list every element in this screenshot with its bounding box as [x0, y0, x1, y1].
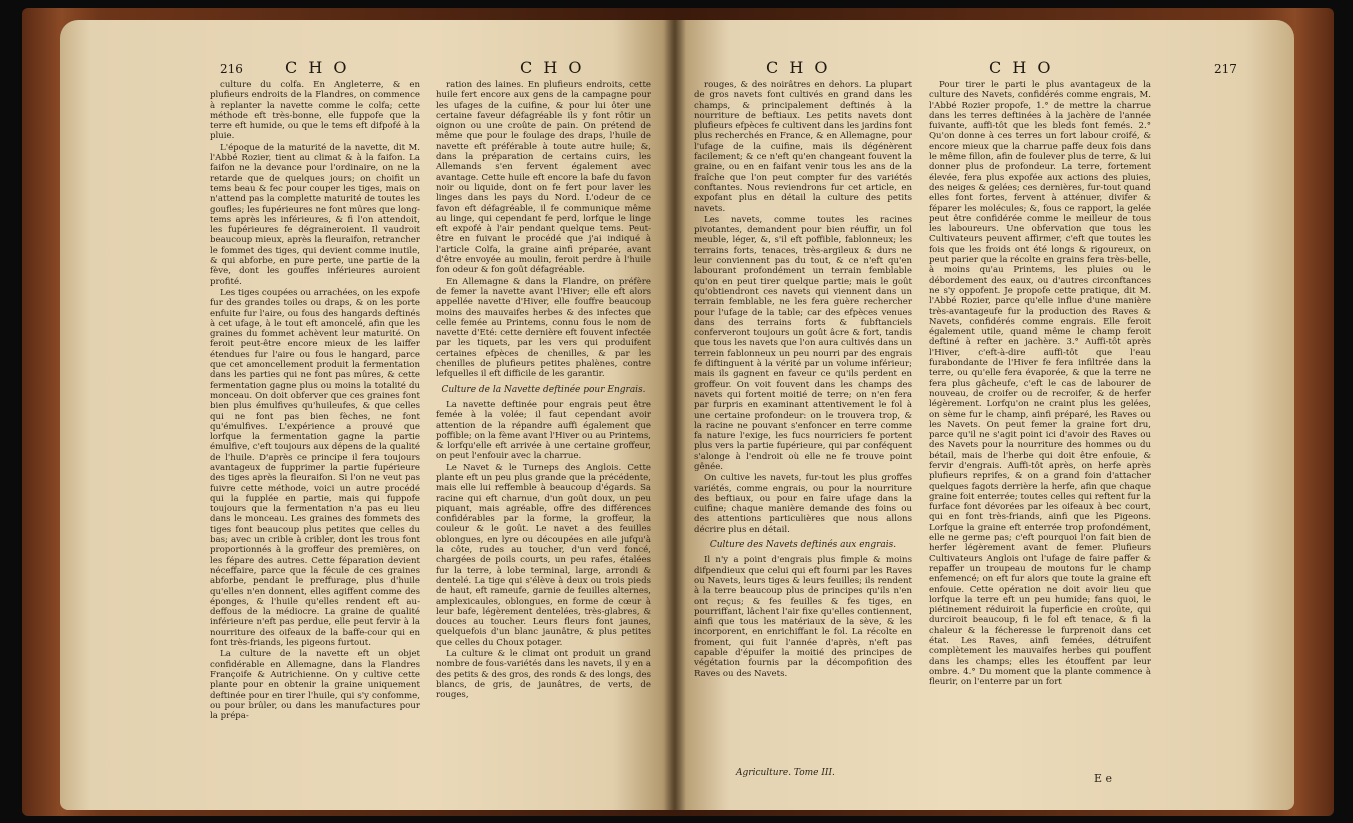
right-page — [674, 20, 1294, 810]
book-gutter — [664, 20, 686, 810]
page-number-right: 217 — [1214, 62, 1237, 76]
section-title: Culture des Navets deftinés aux engrais. — [709, 540, 897, 551]
left-column-2 — [436, 80, 651, 702]
right-column-2 — [929, 80, 1151, 689]
page-number-left: 216 — [220, 62, 243, 76]
paragraph: Les navets, comme toutes les racines pivotantes, demandent pour bien réuffir, un fol meuble, léger, &, s'il eft poffible, fablonneux; les terrains forts, tenaces, très-argileux & durs ne leur conviennent pas du tout, & ce n'eft qu'en labourant profondément un terrain femblable qu'on en peut tirer quelque partie; mais le goût qu'obtiendront ces navets qui viennent dans un terrain femblable, ne les fera guère rechercher pour l'ufage de la table; car des efpèces venues dans des terrains forts & fubftanciels conferveront toujours un goût âcre & fort, tandis que tous les navets que l'on aura cultivés dans un terrein fablonneux un peu nourri par des engrais fe diftinguent à la vérité par un volume inférieur; mais ils gagnent en faveur ce qu'ils perdent en groffeur. On voit fouvent dans les champs des navets qui fortent moitié de terre; on n'en fera par furpris en examinant attentivement le fol à une certaine profondeur: on le trouvera trop, & la racine ne pouvant s'enfoncer en terre comme fa nature l'exige, les fucs nourriciers fe portent plus vers la partie fupérieure, qui par conféquent s'alonge à l'endroit où elle ne fe trouve point gênée. — [694, 214, 912, 472]
running-head-right-col2: C H O — [989, 58, 1054, 77]
running-head-left-col1: C H O — [285, 58, 350, 77]
paragraph: En Allemagne & dans la Flandre, on préfère de femer la navette avant l'Hiver; elle eft alors appellée navette d'Hiver, elle fouffre beaucoup moins des mauvaifes herbes & des infectes que celle femée au Printems, connu fous le nom de navette d'Eté: cette dernière eft fouvent infectée par les tiquets, par les vers qui produifent certaines efpèces de chenilles, & par les chenilles de plufieurs petites phalènes, contre lefquelles il eft difficile de les garantir. — [436, 276, 651, 380]
paragraph: Il n'y a point d'engrais plus fimple & moins difpendieux que celui qui eft fourni par les Raves ou Navets, leurs tiges & leurs feuilles; ils rendent à la terre beaucoup plus de principes qu'ils n'en ont reçus; & fes feuilles & fes tiges, en pourriffant, lâchent l'air fixe qu'elles contiennent, ainfi que tous les matériaux de la sève, & les incorporent, en enrichiffant le fol. La récolte en froment, qui fuit l'année d'après, n'eft pas capable d'épuifer la moitié des principes de végétation fournis par la décompofition des Raves ou des Navets. — [694, 555, 912, 679]
paragraph: Pour tirer le parti le plus avantageux de la culture des Navets, confidérés comme engrais, M. l'Abbé Rozier propofe, 1.° de mettre la charrue dans les terres deftinées à la jachère de l'année fuivante, auffi-tôt que les bleds font femés. 2.° Qu'on donne à ces terres un fort labour croifé, & encore mieux que la charrue paffe deux fois dans le même fillon, afin de foulever plus de terre, & lui donner plus de profondeur. La terre, fortement élevée, fera plus expofée aux actions des pluies, des neiges & gelées; ces dernières, fur-tout quand elles font fortes, fervent à atténuer, divifer & féparer les molécules; &, fous ce rapport, la gelée peut être confidérée comme le meilleur de tous les laboureurs. Une obfervation que tous les Cultivateurs peuvent affirmer, c'eft que toutes les fois que les froids ont été longs & rigoureux, on peut parier que la récolte en grains fera très-belle, à moins qu'au Printems, les pluies ou le débordement des eaux, ou d'autres circonftances ne s'y oppofent. Je propofe cette pratique, dit M. l'Abbé Rozier, parce qu'elle influe d'une manière très-avantageufe fur la production des Raves & Navets, confidérés comme engrais. Elle feroit également utile, quand même le champ feroit deftiné à refter en jachère. 3.° Auffi-tôt après l'Hiver, c'eft-à-dire auffi-tôt que l'eau furabondante de l'Hiver fe fera infiltrée dans la terre, ou qu'elle fera évaporée, & que la terre ne fera plus gâcheufe, c'eft le cas de labourer de nouveau, de croifer ou de recroifer, & de herfer légèrement. Lorfqu'on ne craint plus les gelées, on sème fur le champ, ainfi préparé, les Raves ou les Navets. On peut femer la graine fort dru, parce qu'il ne s'agit point ici d'avoir des Raves ou des Navets pour la nourriture des hommes ou du bétail, mais de l'herbe qui doit être enfouie, & fervir d'engrais. Auffi-tôt après, on herfe après plufieurs reprifes, & on a grand foin d'attacher quelques fagots derrière la herfe, afin que chaque graine foit enterrée; toutes celles qui reftent fur la furface font dévorées par les oifeaux à bec court, qui en font très-friands, ainfi que les Pigeons. Lorfque la graine eft enterrée trop profondément, elle ne germe pas; c'eft pourquoi l'on fait bien de herfer légèrement avant de femer. Plufieurs Cultivateurs Anglois ont l'ufage de faire paffer & repaffer un troupeau de moutons fur le champ enfemencé; on eft fur alors que toute la graine eft enfouie. Cette opération ne doit avoir lieu que lorfque la terre eft un peu humide; fans quoi, le piétinement réduiroit la fuperficie en croûte, qui durciroit beaucoup, fi le fol eft tenace, & fi la chaleur & la fécheresse le furprenoit dans cet état. Les Raves, ainfi femées, détruifent complètement les mauvaifes herbes qui pouffent dans les champs; elles les étouffent par leur ombre. 4.° Du moment que la plante commence à fleurir, on l'enterre par un fort — [929, 80, 1151, 688]
paragraph: Le Navet & le Turneps des Anglois. Cette plante eft un peu plus grande que la précédente, mais elle lui reffemble à beaucoup d'égards. Sa racine qui eft charnue, d'un goût doux, un peu piquant, mais agréable, offre des différences confidérables par la forme, la groffeur, la couleur & le goût. Le navet a des feuilles oblongues, en lyre ou découpées en aile jufqu'à la côte, rudes au toucher, d'un verd foncé, chargées de poils courts, un peu rafes, étalées fur la terre, à lobe terminal, large, arrondi & dentelé. La tige qui s'élève à deux ou trois pieds de haut, eft rameufe, garnie de feuilles alternes, amplexicaules, oblongues, en forme de cœur à leur bafe, légèrement dentelées, très-glabres, & douces au toucher. Leurs fleurs font jaunes, quelquefois d'un blanc jaunâtre, & plus petites que celles du Choux potager. — [436, 462, 651, 648]
paragraph: L'époque de la maturité de la navette, dit M. l'Abbé Rozier, tient au climat & à la faifon. La faifon ne la devance pour l'ordinaire, on ne la retarde que de quelques jours; on choifit un tems beau & fec pour couper les tiges, mais on n'attend pas la complette maturité de toutes les goufles; les fupérieures ne font mûres que long-tems après les inférieures, & fi l'on attendoit, les fupérieures fe dégraineroient. Il vaudroit beaucoup mieux, après la fleuraifon, retrancher le fommet des tiges, qui devient comme inutile, & qui abforbe, en pure perte, une partie de la fève, dont les gouffes inférieures auroient profité. — [210, 142, 420, 287]
signature-mark: E e — [1094, 772, 1113, 785]
right-column-1 — [694, 80, 912, 680]
paragraph: La culture & le climat ont produit un grand nombre de fous-variétés dans les navets, il y en a des petits & des gros, des ronds & des longs, des blancs, de gris, de jaunâtres, de verts, de rouges, — [436, 649, 652, 701]
paragraph: La culture de la navette eft un objet confidérable en Allemagne, dans la Flandres Françoife & Autrichienne. On y cultive cette plante pour en obtenir la graine uniquement deftinée pour en tirer l'huile, qui s'y confomme, ou pour brûler, ou dans les manufactures pour la prépa- — [210, 649, 420, 722]
running-head-left-col2: C H O — [520, 58, 585, 77]
left-column-1 — [210, 80, 420, 722]
paragraph: rouges, & des noirâtres en dehors. La plupart de gros navets font cultivés en grand dans les champs, & principalement deftinés à la nourriture de beftiaux. Les petits navets dont plufieurs efpèces fe cultivent dans les jardins font plus recherchés en France, & en Allemagne, pour l'ufage de la cuifine, mais ils dégénèrent facilement; & ce n'eft qu'en changeant fouvent la graine, ou en en faifant venir tous les ans de la fraîche que l'on peut compter fur des variétés conftantes. Nous reviendrons fur cet article, en expofant plus en détail la culture des petits navets. — [694, 80, 912, 214]
running-head-right-col1: C H O — [766, 58, 831, 77]
paragraph: ration des laines. En plufieurs endroits, cette huile fert encore aux gens de la campagne pour les ufages de la cuifine, & pour lui ôter une certaine faveur défagréable ils y font rôtir un oignon ou une croûte de pain. On prétend de même que pour le foulage des draps, l'huile de navette eft préférable à toute autre huile; &, dans la préparation de certains cuirs, les Allemands s'en fervent également avec avantage. Cette huile eft encore la bafe du favon noir ou liquide, dont on fe fert pour laver les linges dans les pays du Nord. L'odeur de ce favon eft défagréable, il fe communique même au linge, qui cependant fe perd, lorfque le linge eft expofé à l'air pendant quelque tems. Peut-être en fuivant le procédé que j'ai indiqué à l'article Colfa, la graine ainfi préparée, avant d'être envoyée au moulin, feroit perdre à l'huile fon odeur & fon goût défagréable. — [436, 80, 651, 276]
left-page — [60, 20, 674, 810]
paragraph: La navette deftinée pour engrais peut être femée à la volée; il faut cependant avoir attention de la répandre auffi également que poffible; on la fème avant l'Hiver ou au Printems, & lorfqu'elle eft arrivée à une certaine groffeur, on peut l'enfouir avec la charrue. — [436, 399, 651, 462]
paragraph: On cultive les navets, fur-tout les plus groffes variétés, comme engrais, ou pour la nourriture des beftiaux, ou pour en faire ufage dans la cuifine; chaque manière demande des foins ou des attentions particulières que nous allons décrire plus en détail. — [694, 473, 912, 535]
section-title: Culture de la Navette deftinée pour Engrais. — [441, 384, 646, 395]
paragraph: Les tiges coupées ou arrachées, on les expofe fur des grandes toiles ou draps, & on les porte enfuite fur l'aire, ou fous des hangards deftinés à cet ufage, à le tout eft amoncelé, afin que les graines du fommet achèvent leur maturité. On feroit peut-être encore mieux de les laiffer étendues fur l'aire ou fous le hangard, parce que cet amoncellement produit la fermentation dans les parties qui ne font pas mûres, & cette fermentation gagne plus ou moins la totalité du monceau. On doit obferver que ces graines font bien plus émulfives qu'huileufes, & que celles qui ne font pas bien fèches, ne font qu'émulfives. L'expérience a prouvé que lorfque la fermentation gagne la partie émulfive, c'eft toujours aux dépens de la qualité de l'huile. D'après ce principe il fera toujours avantageux de fupprimer la partie fupérieure des tiges après la fleuraifon. Si l'on ne veut pas fuivre cette méthode, voici un autre procédé qui la fupplée en partie, mais qui fuppofe toujours que la fermentation n'a pas eu lieu dans le monceau. Les graines des fommets des tiges font beaucoup plus petites que celles du bas; avec un crible à cribler, dont les trous font proportionnés à la groffeur des premières, on les fépare des autres. Cette féparation devient néceffaire, parce que la fécule de ces graines abforbe, pendant le preffurage, plus d'huile qu'elles n'en donnent, elles agiffent comme des éponges, & l'huile qu'elles rendent eft au-deffous de la médiocre. La graine de qualité inférieure n'eft pas perdue, elle peut fervir à la nourriture des oifeaux de la baffe-cour qui en font très-friands, les pigeons furtout. — [210, 287, 420, 649]
paragraph: culture du colfa. En Angleterre, & en plufieurs endroits de la Flandres, on commence à replanter la navette comme le colfa; cette méthode eft très-bonne, elle fuppofe que la terre eft humide, ou que le tems eft difpofé à la pluie. — [210, 80, 420, 142]
footer-volume: Agriculture. Tome III. — [736, 768, 835, 778]
